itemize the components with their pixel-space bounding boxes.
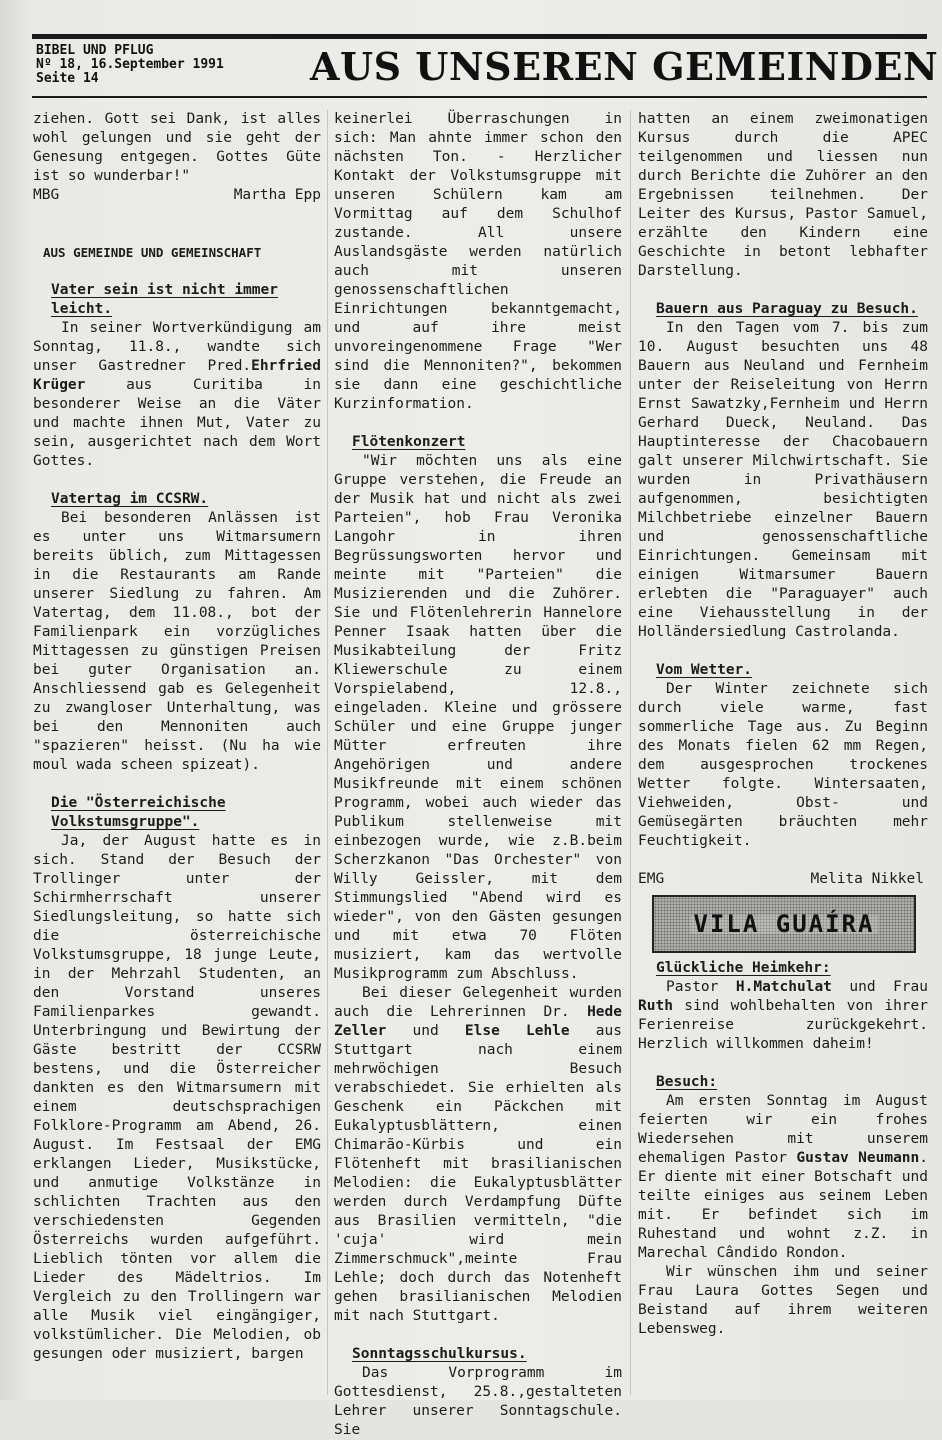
article-title: Flötenkonzert — [352, 434, 466, 450]
article-body: Bei besonderen Anlässen ist es unter uns Witmarsumern bereits üblich, zum Mittagessen in die Restaurants am Rande unserer Siedlung zu fahren. Am Vatertag, dem 11.08., bot der Familienpark ein vorzügliches Mittagessen zu günstigen Preisen bei guter Organisation an. Anschliessend gab es Gelegenheit zu zwangloser Unterhaltung, was bei den Mennoniten auch "spazieren" heisst. (Nu ha wie moul wada scheen spizeat). — [33, 510, 321, 773]
column-3 — [638, 110, 928, 1339]
section-heading: AUS GEMEINDE UND GEMEINSCHAFT — [43, 245, 262, 260]
article-body: Ja, der August hatte es in sich. Stand der Besuch der Trollinger unter der Schirmherrschaft unserer Siedlungsleitung, so hatte sich die österreichische Volkstumsgruppe, 18 junge Leute, in der Mehrzahl Studenten, an den Vorstand unseres Familienparkes gewandt. Unterbringung und Bewirtung der Gäste bestritt der CCSRW bestens, und die Österreicher dankten es den Witmarsumern mit einem deutschsprachigen Folklore-Programm am Abend, 26. August. Im Festsaal der EMG erklangen Lieder, Musikstücke, und anmutige Volkstänze in schlichten Trachten aus den verschiedensten Gegenden Österreichs wurden aufgeführt. Lieblich tönten vor allem die Lieder des Mädeltrios. Im Vergleich zu den Trollingern war alle Musik viel eingängiger, volkstümlicher. Die Melodien, ob gesungen oder musiziert, bargen — [33, 833, 321, 1362]
article-body: "Wir möchten uns als eine Gruppe verstehen, die Freude an der Musik hat und nicht als zwei Parteien", hob Frau Veronika Langohr in ihren Begrüssungsworten hervor und meinte mit "Parteien" die Musizierenden und die Zuhörer. Sie und Flötenlehrerin Hannelore Penner Isaak hatten über die Musikabteilung der Fritz Kliewerschule zu einem Vorspielabend, 12.8., eingeladen. Kleine und grössere Schüler und eine Gruppe junger Mütter erfreuten ihre Angehörigen und andere Musikfreunde mit einem schönen Programm, wobei auch wieder das Publikum stellenweise mit einbezogen wurde, wie z.B.beim Scherzkanon "Das Orchester" von Willy Geissler, mit dem Stimmungslied "Abend wird es wieder", von den Gästen gesungen und mit etwa 70 Flöten musiziert, kam das wertvolle Musikprogramm zum Abschluss. — [334, 453, 622, 982]
section-box-wrapper — [638, 889, 928, 959]
article-body: Pastor H.Matchulat und Frau Ruth sind wohlbehalten von ihrer Ferienreise zurückgekehrt. Herzlich willkommen daheim! — [638, 979, 928, 1052]
article-continuation: ziehen. Gott sei Dank, ist alles wohl gelungen und sie geht der Genesung entgegen. Gottes Güte ist so wunderbar!" — [33, 111, 321, 184]
article-body: Der Winter zeichnete sich durch viele warme, fast sommerliche Tage aus. Zu Beginn des Monats fielen 62 mm Regen, dem ausgesprochen trockenes Wetter folgte. Wintersaaten, Viehweiden, Obst- und Gemüsegärten bräuchten mehr Feuchtigkeit. — [638, 681, 928, 849]
article-title: Bauern aus Paraguay zu Besuch. — [656, 301, 918, 317]
person-name: Hede Zeller — [334, 1004, 622, 1039]
article-body: In den Tagen vom 7. bis zum 10. August besuchten uns 48 Bauern aus Neuland und Fernheim unter der Reiseleitung von Herrn Ernst Sawatzky,Fernheim und Herrn Gerhard Dueck, Neuland. Das Hauptinteresse der Chacobauern galt unserer Milchwirtschaft. Sie wurden in Privathäusern aufgenommen, besichtigten Milchbetriebe einzelner Bauern und genossenschaftliche Einrichtungen. Gemeinsam mit einigen Witmarsumer Bauern erlebten die "Paraguayer" auch eine Viehausstellung in der Holländersiedlung Castrolanda. — [638, 320, 928, 640]
article-body: Wir wünschen ihm und seiner Frau Laura Gottes Segen und Beistand auf ihrem weiteren Lebensweg. — [638, 1264, 928, 1337]
signature-line — [33, 186, 321, 205]
article-body: Das Vorprogramm im Gottesdienst, 25.8.,gestalteten Lehrer unserer Sonntagschule. Sie — [334, 1365, 622, 1438]
signature-author: Melita Nikkel — [810, 871, 924, 887]
signature-org: EMG — [638, 871, 665, 887]
section-title-box — [652, 895, 916, 953]
publication-name: BIBEL UND PFLUG — [36, 43, 154, 58]
masthead-top-rule — [32, 34, 927, 39]
column-divider — [630, 110, 631, 1395]
person-name: H.Matchulat — [735, 979, 832, 995]
signature-author: Martha Epp — [233, 187, 321, 203]
page-headline: AUS UNSEREN GEMEINDEN — [310, 44, 939, 89]
article-continuation: hatten an einem zweimonatigen Kursus durch die APEC teilgenommen und liessen nun durch Berichte die Zuhörer an den Ergebnissen teilnehmen. Der Leiter des Kursus, Pastor Samuel, erzählte den Kindern eine Geschichte in betont lebhafter Darstellung. — [638, 111, 928, 279]
article-title: Vom Wetter. — [656, 662, 753, 678]
article-title: Sonntagsschulkursus. — [352, 1346, 527, 1362]
person-name: Gustav Neumann — [796, 1150, 920, 1166]
person-name: Ehrfried Krüger — [33, 358, 321, 393]
article-title: Vater sein ist nicht immer leicht. — [51, 282, 278, 317]
column-2 — [334, 110, 622, 1440]
column-divider — [327, 110, 328, 1395]
article-title: Besuch: — [656, 1074, 718, 1090]
article-continuation: keinerlei Überraschungen in sich: Man ahnte immer schon den nächsten Ton. - Herzlicher Kontakt der Volkstumsgruppe mit unseren Schülern kam am Vormittag auf dem Schulhof zustande. All unsere Auslandsgäste werden natürlich auch mit unseren genossenschaftlichen Einrichtungen bekanntgemacht, und auf ihre meist unvoreingenommene Frage "Wer sind die Mennoniten?", bekommen sie dann eine geschichtliche Kurzinformation. — [334, 111, 622, 412]
issue-date: Nº 18, 16.September 1991 — [36, 57, 224, 72]
signature-line — [638, 870, 928, 889]
masthead-bottom-rule — [32, 96, 927, 98]
article-title: Vatertag im CCSRW. — [51, 491, 209, 507]
article-title: Glückliche Heimkehr: — [656, 960, 831, 976]
masthead-info — [36, 44, 224, 86]
article-body: In seiner Wortverkündigung am Sonntag, 11.8., wandte sich unser Gastredner Pred.Ehrfried Krüger aus Curitiba in besonderer Weise an die Väter und machte ihnen Mut, Vater zu sein, ausgerichtet nach dem Wort Gottes. — [33, 320, 321, 469]
article-title: Die "Österreichische Volkstumsgruppe". — [51, 795, 226, 830]
person-name: Else Lehle — [464, 1023, 570, 1039]
section-title-label: VILA GUAÍRA — [690, 915, 879, 934]
article-body: Am ersten Sonntag im August feierten wir ein frohes Wiedersehen mit unserem ehemaligen Pastor Gustav Neumann. Er diente mit einer Botschaft und teilte einiges aus seinem Leben mit. Er befindet sich im Ruhestand und wohnt z.Z. in Marechal Cândido Rondon. — [638, 1093, 928, 1261]
page-number: Seite 14 — [36, 71, 99, 86]
article-body: Bei dieser Gelegenheit wurden auch die Lehrerinnen Dr. Hede Zeller und Else Lehle aus Stuttgart nach einem mehrwöchigen Besuch verabschiedet. Sie erhielten als Geschenk ein Päckchen mit Eukalyptusblättern, einen Chimarão-Kürbis und ein Flötenheft mit brasilianischen Melodien: die Eukalyptusblätter werden durch Verdampfung Düfte aus Brasilien vermitteln, "die 'cuja' wird mein Zimmerschmuck",meinte Frau Lehle; doch durch das Notenheft gehen brasilianischen Melodien mit nach Stuttgart. — [334, 985, 622, 1324]
person-name: Ruth — [638, 998, 673, 1014]
column-1 — [33, 110, 321, 1364]
signature-org: MBG — [33, 187, 60, 203]
